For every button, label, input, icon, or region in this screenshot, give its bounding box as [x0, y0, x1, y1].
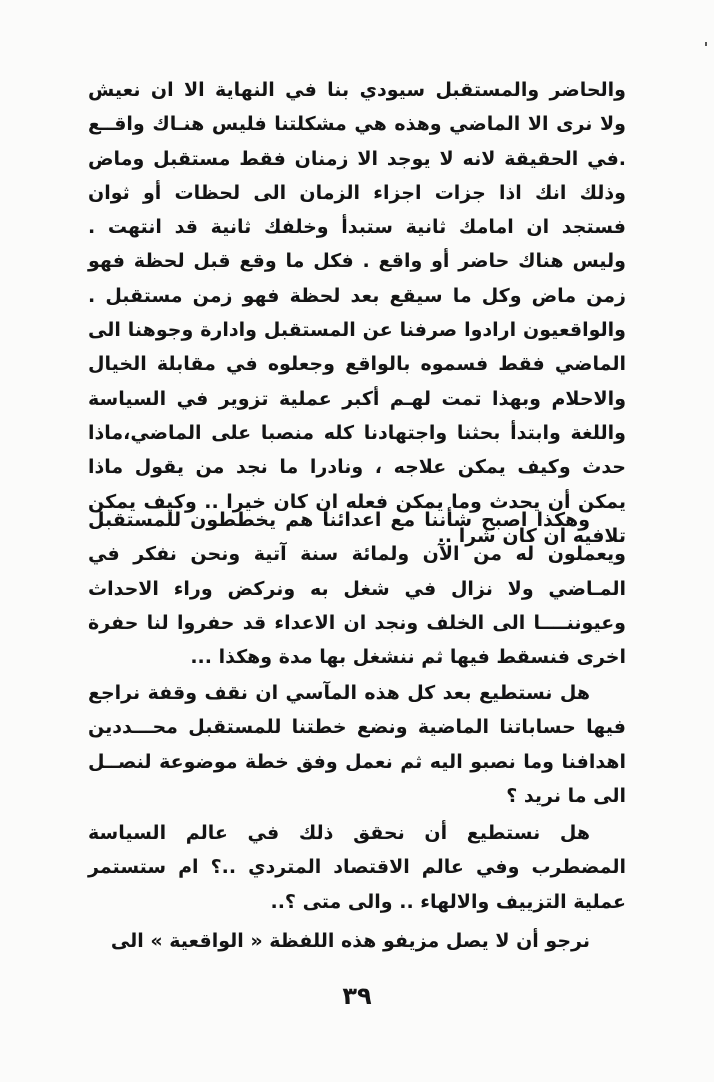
paragraph-5-text: نرجو أن لا يصل مزيفو هذه اللفظة « الواقعية » الى: [110, 930, 590, 952]
paragraph-4-text: هل نستطيع أن نحقق ذلك في عالم السياسة المضطرب وفي عالم الاقتصاد المتردي ..؟ ام ستستمر عملية التزييف والالهاء .. والى متى ؟..: [88, 822, 626, 913]
paragraph-2-text: وهكذا اصبح شأننا مع اعدائنا هم يخططون للمستقبل ويعملون له من الآن ولمائة سنة آتية ونحن نفكر في المـاضي ولا نزال في شغل به ونركض وراء الاحداث وعيوننــــا الى الخلف ونجد ان الاعداء قد حفروا لنا حفرة اخرى فنسقط فيها ثم ننشغل بها مدة وهكذا ...: [88, 509, 626, 669]
paragraph-5: [88, 924, 626, 958]
paragraph-1-text: والحاضر والمستقبل سيودي بنا في النهاية الا ان نعيش ولا نرى الا الماضي وهذه هي مشكلتنا فليس هنـاك واقــع .في الحقيقة لانه لا يوجد الا زمنان فقط مستقبل وماض وذلك انك اذا جزات اجزاء الزمان الى لحظات أو ثوان فستجد ان امامك ثانية ستبدأ وخلفك ثانية قد انتهت . وليس هناك حاضر أو واقع . فكل ما وقع قبل لحظة فهو زمن ماض وكل ما سيقع بعد لحظة فهو زمن مستقبل . والواقعيون ارادوا صرفنا عن المستقبل وادارة وجوهنا الى الماضي فقط فسموه بالواقع وجعلوه في مقابلة الخيال والاحلام وبهذا تمت لهـم أكبر عملية تزوير في السياسة واللغة وابتدأ بحثنا واجتهادنا كله منصبا على الماضي،ماذا حدث وكيف يمكن علاجه ، ونادرا ما نجد من يقول ماذا يمكن أن يحدث وما يمكن فعله ان كان خيرا .. وكيف يمكن تلافيه ان كان شرا ..: [88, 79, 626, 547]
paragraph-1: [88, 73, 626, 553]
paragraph-2: [88, 503, 626, 674]
paragraph-3: [88, 676, 626, 813]
page-number: ٣٩: [342, 982, 372, 1010]
scan-edge-mark: [705, 42, 707, 46]
paragraph-3-text: هل نستطيع بعد كل هذه المآسي ان نقف وقفة نراجع فيها حساباتنا الماضية ونضع خطتنا للمستقبل محـــددين اهدافنا وما نصبو اليه ثم نعمل وفق خطة موضوعة لنصــل الى ما نريد ؟: [88, 682, 626, 807]
paragraph-4: [88, 816, 626, 919]
